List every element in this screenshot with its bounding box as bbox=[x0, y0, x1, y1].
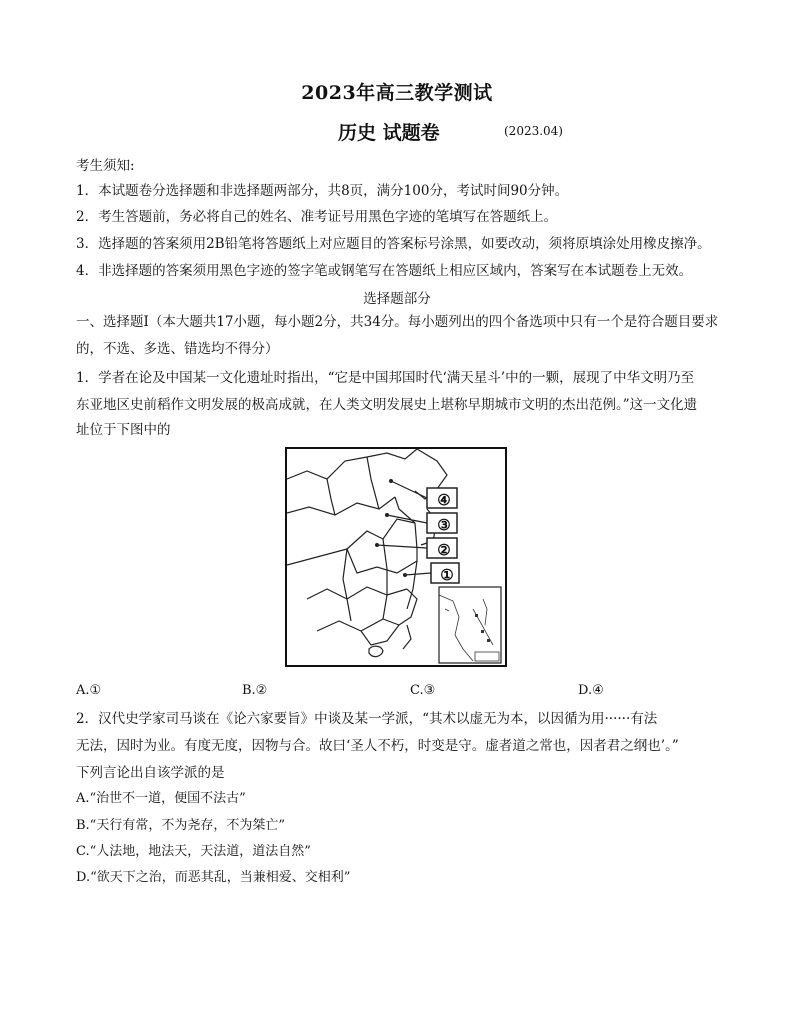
q1-line: 址位于下图中的 bbox=[76, 422, 171, 438]
section-heading-line: 的，不选、多选、错选均不得分） bbox=[76, 341, 279, 357]
q2-option-a: A.“治世不一道，便国不法古” bbox=[76, 791, 246, 806]
q2-option-b: B.“天行有常，不为尧存，不为桀亡” bbox=[76, 818, 285, 833]
q1-option-d: D.④ bbox=[578, 683, 604, 698]
exam-title: 2023年高三教学测试 bbox=[301, 82, 493, 104]
section-heading-line: 一、选择题Ⅰ（本大题共17小题，每小题2分，共34分。每小题列出的四个备选项中只有一个是符合题目要求 bbox=[76, 314, 719, 330]
notice-item: 2．考生答题前，务必将自己的姓名、准考证号用黑色字迹的笔填写在答题纸上。 bbox=[76, 209, 558, 225]
map-marker-label: ① bbox=[440, 566, 454, 584]
map-marker-label: ④ bbox=[437, 491, 451, 509]
q1-line: 1．学者在论及中国某一文化遗址时指出，“它是中国邦国时代‘满天星斗’中的一颗，展现了中华文明乃至 bbox=[76, 370, 695, 386]
q1-option-b: B.② bbox=[242, 683, 268, 698]
q1-option-a: A.① bbox=[76, 683, 102, 698]
map-outline-drawing bbox=[287, 449, 505, 665]
q2-line: 下列言论出自该学派的是 bbox=[76, 765, 225, 781]
q2-option-d: D.“欲天下之治，而恶其乱，当兼相爱、交相利” bbox=[76, 870, 351, 885]
section-title: 选择题部分 bbox=[363, 291, 431, 307]
exam-date: (2023.04) bbox=[504, 124, 563, 138]
exam-subtitle: 历史 试题卷 bbox=[338, 122, 440, 144]
map-marker-label: ③ bbox=[437, 516, 451, 534]
notice-heading: 考生须知: bbox=[76, 158, 135, 174]
q1-line: 东亚地区史前稻作文明发展的极高成就，在人类文明发展史上堪称早期城市文明的杰出范例。”这一文化遗 bbox=[76, 397, 698, 413]
q2-option-c: C.“人法地，地法天，天法道，道法自然” bbox=[76, 844, 311, 859]
q1-option-c: C.③ bbox=[410, 683, 436, 698]
notice-item: 1．本试题卷分选择题和非选择题两部分，共8页，满分100分，考试时间90分钟。 bbox=[76, 183, 569, 199]
china-map-figure bbox=[285, 447, 507, 667]
map-marker-label: ② bbox=[437, 541, 451, 559]
q2-line: 2．汉代史学家司马谈在《论六家要旨》中谈及某一学派，“其术以虚无为本，以因循为用······有法 bbox=[76, 711, 658, 727]
q2-line: 无法，因时为业。有度无度，因物与合。故曰‘圣人不朽，时变是守。虚者道之常也，因者君之纲也’。” bbox=[76, 738, 679, 754]
notice-item: 3．选择题的答案须用2B铅笔将答题纸上对应题目的答案标号涂黑，如要改动，须将原填涂处用橡皮擦净。 bbox=[76, 236, 711, 252]
notice-item: 4．非选择题的答案须用黑色字迹的签字笔或钢笔写在答题纸上相应区域内，答案写在本试题卷上无效。 bbox=[76, 263, 693, 279]
